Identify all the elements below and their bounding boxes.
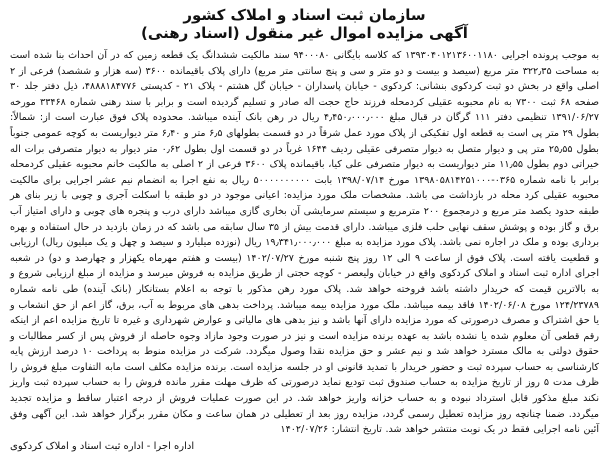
notice-title: سازمان ثبت اسناد و املاک کشور [183,6,426,24]
notice-body-text: به موجب پرونده اجرایی ۱۳۹۳۰۴۰۱۲۱۳۶۰۰۱۱۸۰ که کلاسه بایگانی ۹۴۰۰۰۸۰ سند مالکیت ششدانگ یک قطعه زمین که در آن احداث بنا شده است به مساحت ۳۲۲٫۳۵ متر مربع (سیصد و بیست و دو متر و سی و پنج سانتی متر مربع) دارای پلاک باقیمانده ۳۶۰۰ (سه هزار و ششصد) فرعی از ۲ اصلی واقع در بخش دو ثبت کردکوی بنشانی: کردکوی - خیابان پاسداران - خیابان گل هشتم - پلاک ۲۱ - کدپستی ۴۸۸۸۱۸۴۷۷۶، ذیل دفتر جلد ۳۰ صفحه ۶۸ ثبت ۷۳۰۰ به نام محبوبه عقیلی کردمحله فرزند حاج حجت اله صادر و تسلیم گردیده است و برابر با سند رهنی شماره ۳۳۴۶۸ مورخه ۱۳۹۱/۰۶/۲۷ تنظیمی دفتر ۱۱۱ گرگان در قبال مبلغ ۴٫۴۵۰٫۰۰۰٫۰۰۰ ریال در رهن بانک آینده میباشد. محدوده پلاک فوق عبارت است از: شمالاً: بطول ۲۹ متر پی است به قطعه اول تفکیکی از پلاک مورد عمل شرقاً در دو قسمت بطولهای ۶٫۵ متر و ۶٫۴۰ متر دیواریست به کوچه عمومی جنوباً بطول ۲۵٫۵۵ متر پی و دیوار متصل به دیوار متصرفی عقیلی ردیف ۱۶۴۴ غرباً در دو قسمت اول بطول ۰٫۶۲ متر دیوار به دیوار متصرفی برات اله خیراتی دوم بطول ۱۱٫۵۵ متر دیواریست به دیوار متصرفی علی کیا، باقیمانده پلاک ۳۶۰۰ فرعی از ۲ اصلی به مالکیت خانم محبوبه عقیلی کردمحله برابر با نامه شماره ۰۳۶۵-۱۳۹۸۰۵۸۱۴۲۵۱۰۰۰ مورخ ۱۳۹۸/۰۷/۱۴ بابت ۵۰۰۰۰۰۰۰۰۰۰ ریال به نفع اجرا به انضمام نیم عشر اجرایی برای مالکیت محبوبه عقیلی کرد محله در بازداشت می باشد. مشخصات ملک مورد مزایده: اعیانی موجود در دو طبقه با اسکلت آجری و چوبی با زیر بنای هر طبقه حدود یکصد متر مربع و درمجموع ۲۰۰ مترمربع و سیستم سرمایشی آن بخاری گازی میباشد دارای درب و پنجره های چوبی و دارای امتیاز آب برق و گاز بوده و پوشش سقف نهایی حلب فلزی میباشد. دارای قدمت بیش از ۳۵ سال سابقه می باشد که در زمان بازدید در حال استفاده و بهره برداری بوده و ملک در اجاره نمی باشد. پلاک مورد مزایده به مبلغ ۱۹٫۳۴۱٫۰۰۰٫۰۰۰ ریال (نوزده میلیارد و سیصد و چهل و یک میلیون ریال) ارزیابی و قطعیت یافته است. پلاک فوق از ساعت ۹ الی ۱۲ روز پنج شنبه مورخ ۱۴۰۲/۰۷/۲۷ (بیست و هفتم مهرماه یکهزار و چهارصد و دو) در شعبه اجرای اداره ثبت اسناد و املاک کردکوی واقع در خیابان ولیعصر - کوچه حجتی از طریق مزایده به فروش میرسد و مزایده از مبلغ ارزیابی شروع و به بالاترین قیمت که خریدار داشته باشد فروخته خواهد شد. پلاک مورد رهن مذکور با توجه به اعلام بستانکار (بانک آینده) طی نامه شماره ۱۲۴/۲۳۷۸۹ مورخ ۱۴۰۲/۰۶/۰۸ فاقد بیمه میباشد. ملک مورد مزایده بیمه میباشد. پرداخت بدهی های مربوط به آب، برق، گاز اعم از حق انشعاب و یا حق اشتراک و مصرف درصورتی که مورد مزایده دارای آنها باشد و نیز بدهی های مالیاتی و عوارض شهرداری و غیره تا تاریخ مزایده اعم از اینکه رقم قطعی آن معلوم شده یا نشده باشد به عهده برنده مزایده است و نیز در صورت وجود مازاد وجوه حاصله از فروش پس از کسر مطالبات و حقوق دولتی به مالک مسترد خواهد شد و نیم عشر و حق مزایده نقدا وصول میگردد. شرکت در مزایده منوط به پرداخت ۱۰ درصد ارزش پایه کارشناسی به حساب سپرده ثبت و حضور خریدار با تمدید قانونی او در جلسه مزایده است. برنده مزایده مکلف است مابه التفاوت مبلغ فروش را ظرف مدت ۵ روز از تاریخ مزایده به حساب صندوق ثبت تودیع نماید درصورتی که ظرف مهلت مقرر مانده فروش را به حساب سپرده ثبت واریز نکند مبلغ مذکور قابل استرداد نبوده و به حساب خزانه واریز خواهد شد. در این صورت عملیات فروش از درجه اعتبار ساقط و مزایده تجدید میگردد. ضمنا چنانچه روز مزایده تعطیل رسمی گردد، مزایده روز بعد از تعطیلی در همان ساعت و مکان مقرر برگزار خواهد شد. این آگهی وفق آئین نامه اجرایی فقط در یک نوبت منتشر خواهد شد. تاریخ انتشار: ۱۴۰۲/۰۷/۲۶ [10,50,600,436]
issuer-signature: اداره اجرا - اداره ثبت اسناد و املاک کردکوی [10,440,195,452]
notice-subtitle: آگهی مزایده اموال غیر منقول (اسناد رهنی) [141,24,468,42]
